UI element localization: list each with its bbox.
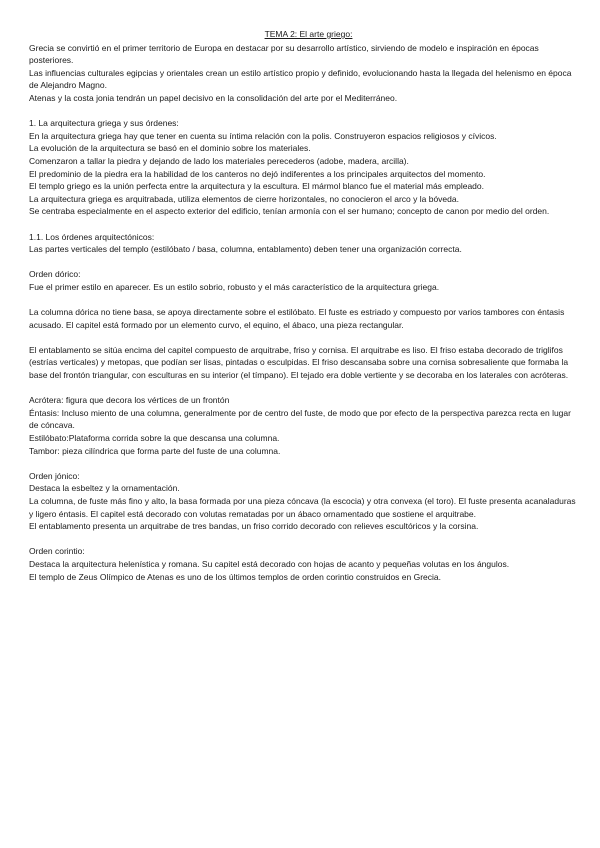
section-1-heading: 1. La arquitectura griega y sus órdenes:: [29, 118, 179, 129]
ionic-paragraph-3: El entablamento presenta un arquitrabe de tres bandas, un friso corrido decorado con relieves escultóricos y la corsina.: [29, 521, 479, 532]
section-1-1-heading: 1.1. Los órdenes arquitectónicos:: [29, 231, 155, 242]
spacer: [29, 293, 576, 306]
ionic-heading: Orden jónico:: [29, 470, 80, 481]
glossary-entasis: Éntasis: Incluso miento de una columna, generalmente por de centro del fuste, de modo que por efecto de la perspectiva parezca recta en lugar de cóncava.: [29, 407, 571, 431]
glossary-tambor: Tambor: pieza cilíndrica que forma parte del fuste de una columna.: [29, 445, 281, 456]
intro-paragraph-3: Atenas y la costa jonia tendrán un papel decisivo en la consolidación del arte por el Mediterráneo.: [29, 92, 398, 103]
spacer: [29, 533, 576, 546]
section-1-paragraph-2: La evolución de la arquitectura se basó en el dominio sobre los materiales.: [29, 143, 311, 154]
corinthian-paragraph-1: Destaca la arquitectura helenística y romana. Su capitel está decorado con hojas de acanto y pequeñas volutas en los ángulos.: [29, 558, 510, 569]
glossary-acrotera: Acrótera: figura que decora los vértices de un frontón: [29, 395, 230, 406]
section-1-paragraph-4: El predominio de la piedra era la habilidad de los canteros no dejó indiferentes a los principales arquitectos del momento.: [29, 168, 486, 179]
corinthian-paragraph-2: El templo de Zeus Olímpico de Atenas es uno de los últimos templos de orden corintio construidos en Grecia.: [29, 571, 441, 582]
corinthian-heading: Orden corintio:: [29, 546, 85, 557]
section-1-paragraph-3: Comenzaron a tallar la piedra y dejando de lado los materiales perecederos (adobe, madera, arcilla).: [29, 155, 409, 166]
document-title: TEMA 2: El arte griego:: [264, 29, 353, 39]
spacer: [29, 105, 576, 118]
glossary-estilobato: Estilóbato:Plataforma corrida sobre la que descansa una columna.: [29, 433, 280, 443]
doric-heading: Orden dórico:: [29, 269, 81, 280]
ionic-paragraph-1: Destaca la esbeltez y la ornamentación.: [29, 483, 180, 494]
doric-column-paragraph: La columna dórica no tiene basa, se apoya directamente sobre el estilóbato. El fuste es estriado y compuesto por varios tambores con éntasis acusado. El capitel está formado por un elemento curvo, el equino, el ábaco, una pieza rectangular.: [29, 307, 565, 330]
intro-paragraph-1: Grecia se convirtió en el primer territorio de Europa en destacar por su desarrollo artístico, sirviendo de modelo e inspiración en épocas posteriores.: [29, 42, 539, 66]
ionic-paragraph-2: La columna, de fuste más fino y alto, la basa formada por una pieza cóncava (la escocia) y otra convexa (el toro). El fuste presenta acanaladuras y ligero éntasis. El capitel está decorado con volutas rematadas por un ábaco ornamentado que sostiene el arquitrabe.: [29, 495, 576, 519]
section-1-paragraph-7: Se centraba especialmente en el aspecto exterior del edificio, tenían armonía con el ser humano; concepto de canon por medio del orden.: [29, 206, 550, 217]
section-1-paragraph-5: El templo griego es la unión perfecta entre la arquitectura y la escultura. El mármol blanco fue el material más empleado.: [29, 181, 484, 192]
spacer: [29, 382, 576, 395]
section-1-1-text: Las partes verticales del templo (estilóbato / basa, columna, entablamento) deben tener una organización correcta.: [29, 244, 462, 255]
spacer: [29, 256, 576, 269]
section-1-paragraph-6: La arquitectura griega es arquitrabada, utiliza elementos de cierre horizontales, no conocieron el arco y la bóveda.: [29, 193, 459, 204]
intro-paragraph-2: Las influencias culturales egipcias y orientales crean un estilo artístico propio y definido, evolucionando hasta la llegada del helenismo en época de Alejandro Magno.: [29, 67, 572, 91]
spacer: [29, 331, 576, 344]
doric-text: Fue el primer estilo en aparecer. Es un estilo sobrio, robusto y el más característico de la arquitectura griega.: [29, 281, 440, 292]
doric-entablature-paragraph: El entablamento se sitúa encima del capitel compuesto de arquitrabe, friso y cornisa. El arquitrabe es liso. El friso estaba decorado de triglifos (estrías verticales) y metopas, que podían ser lisas, pintadas o esculpidas. El friso descansaba sobre una cornisa sobresaliente que formaba la base del frontón triangular, con esculturas en su interior (el tímpano). El tejado era doble vertiente y se decoraba en los laterales con acróteras.: [29, 344, 569, 381]
spacer: [29, 457, 576, 470]
spacer: [29, 218, 576, 231]
section-1-paragraph-1: En la arquitectura griega hay que tener en cuenta su íntima relación con la polis. Construyeron espacios religiosos y cívicos.: [29, 130, 497, 141]
